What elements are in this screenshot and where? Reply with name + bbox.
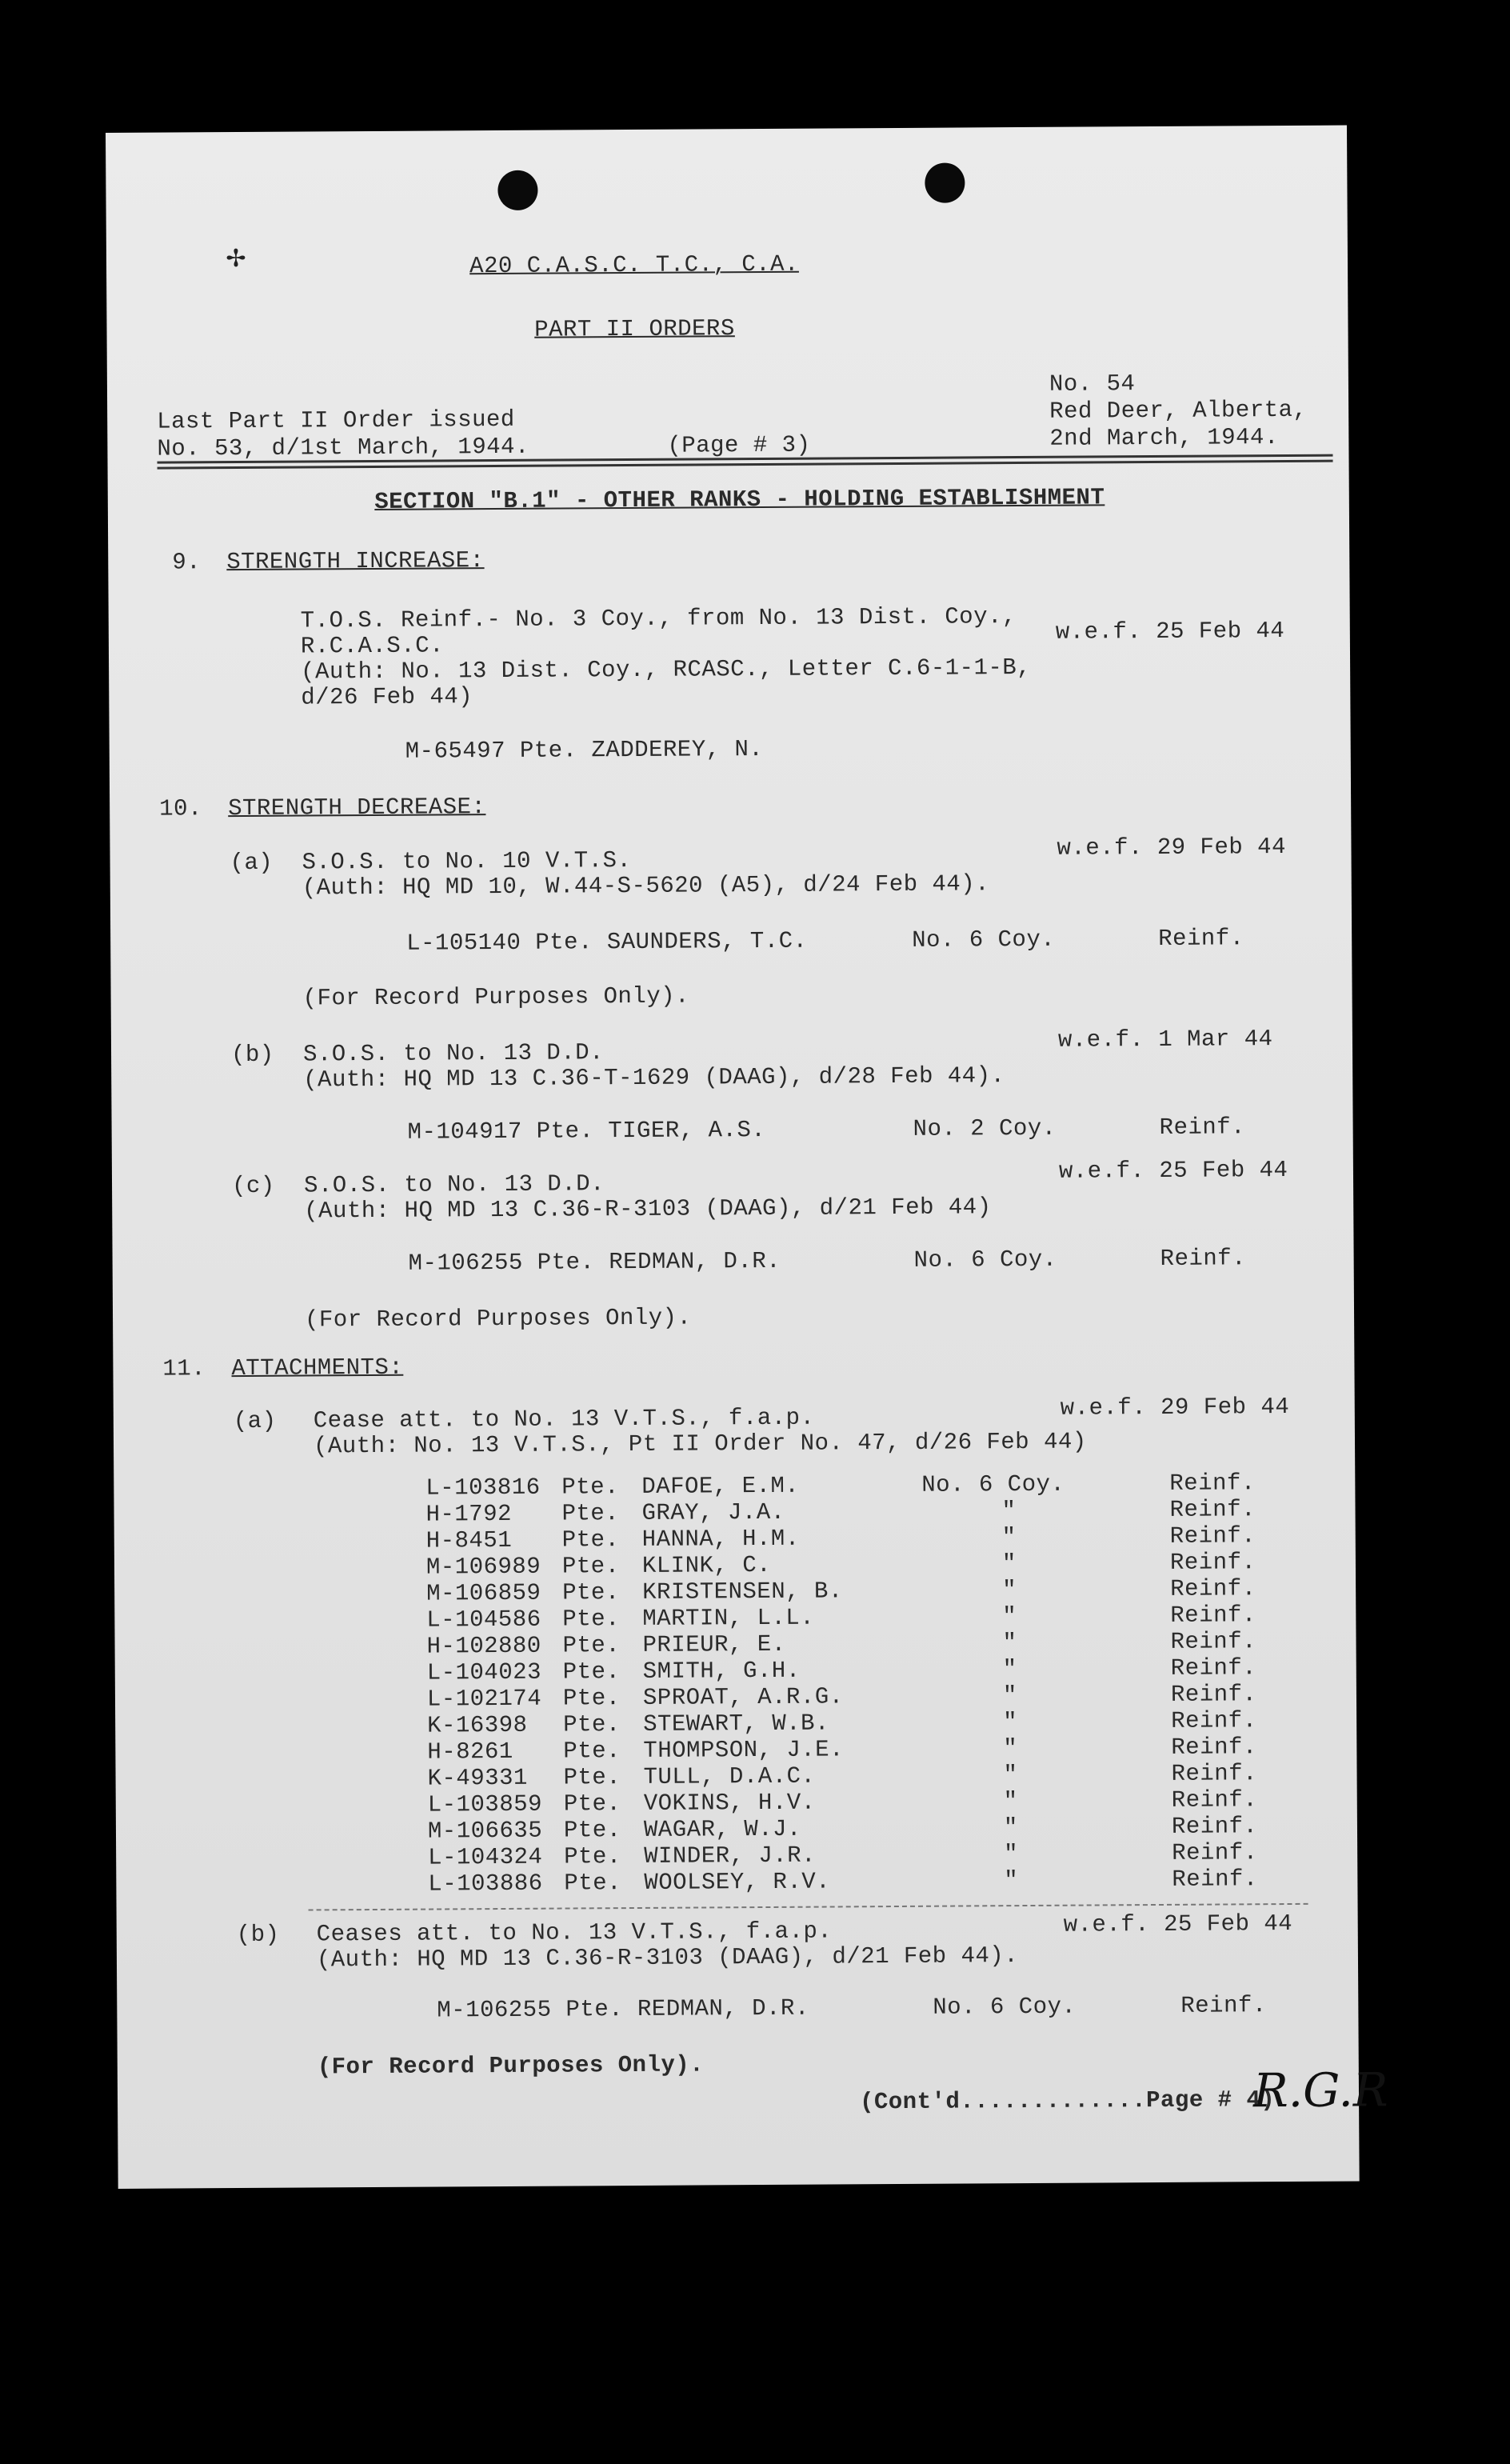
attachment-status: Reinf. [1170, 1628, 1257, 1655]
s10-c-line-1: S.O.S. to No. 13 D.D. [303, 1170, 605, 1199]
attachment-no: K-16398 [427, 1711, 528, 1739]
attachment-status: Reinf. [1170, 1681, 1257, 1708]
attachment-status: Reinf. [1170, 1575, 1256, 1602]
s11-b-note: (For Record Purposes Only). [317, 2051, 705, 2081]
attachment-status: Reinf. [1169, 1549, 1256, 1576]
attachment-rank: Pte. [564, 1843, 621, 1870]
punch-hole-left [497, 170, 537, 210]
attachment-no: M-106859 [426, 1579, 541, 1607]
s10-c-auth: (Auth: HQ MD 13 C.36-R-3103 (DAAG), d/21 Feb 44) [304, 1194, 992, 1225]
s11-b-label: (b) [236, 1921, 280, 1949]
s9-auth-1: (Auth: No. 13 Dist. Coy., RCASC., Letter C.6-1-1-B, [301, 654, 1032, 686]
attachment-no: H-8261 [427, 1738, 513, 1766]
section-11-heading: ATTACHMENTS: [231, 1354, 404, 1382]
attachment-rank: Pte. [563, 1817, 621, 1844]
attachment-list-rule [309, 1903, 1308, 1911]
attachment-rank: Pte. [562, 1632, 621, 1659]
attachment-rank: Pte. [563, 1738, 621, 1765]
s10-c-note: (For Record Purposes Only). [304, 1304, 692, 1334]
s11-b-line-1: Ceases att. to No. 13 V.T.S., f.a.p. [316, 1918, 833, 1948]
attachment-rank: Pte. [562, 1606, 621, 1633]
attachment-coy: " [1003, 1709, 1018, 1736]
attachment-name: STEWART, W.B. [643, 1710, 830, 1738]
s10-c-status: Reinf. [1160, 1245, 1247, 1272]
attachment-status: Reinf. [1169, 1496, 1256, 1523]
attachment-name: TULL, D.A.C. [643, 1762, 816, 1790]
attachment-coy: " [1002, 1630, 1017, 1657]
s11-b-wef: w.e.f. 25 Feb 44 [1063, 1910, 1293, 1938]
attachment-coy: No. 6 Coy. [921, 1470, 1065, 1498]
attachment-no: H-8451 [425, 1526, 513, 1554]
s11-a-line-1: Cease att. to No. 13 V.T.S., f.a.p. [313, 1404, 815, 1434]
s10-a-wef: w.e.f. 29 Feb 44 [1057, 834, 1287, 862]
attachment-no: L-104324 [428, 1843, 543, 1871]
s10-b-person: M-104917 Pte. TIGER, A.S. [407, 1116, 766, 1146]
attachment-name: KLINK, C. [641, 1551, 772, 1579]
continued-note: (Cont'd.............Page # 4) [859, 2086, 1276, 2116]
attachment-coy-column [921, 1471, 1067, 1894]
s9-line-2: R.C.A.S.C. [300, 632, 445, 660]
order-date: 2nd March, 1944. [1049, 424, 1279, 452]
attachment-coy: " [1002, 1656, 1017, 1683]
attachment-status-column [1169, 1470, 1258, 1893]
section-title: SECTION "B.1" - OTHER RANKS - HOLDING ESTABLISHMENT [374, 484, 1105, 515]
attachment-status: Reinf. [1169, 1470, 1256, 1497]
attachment-name: SMITH, G.H. [642, 1657, 801, 1685]
attachment-no: L-103859 [427, 1790, 543, 1818]
attachment-rank: Pte. [563, 1764, 621, 1791]
stray-pen-mark-icon: ✢ [226, 240, 246, 278]
s11-b-auth: (Auth: HQ MD 13 C.36-R-3103 (DAAG), d/21 Feb 44). [316, 1942, 1019, 1974]
attachment-rank: Pte. [562, 1579, 620, 1606]
s10-a-coy: No. 6 Coy. [912, 926, 1056, 954]
attachment-no: K-49331 [427, 1764, 528, 1792]
s11-a-wef: w.e.f. 29 Feb 44 [1060, 1393, 1290, 1422]
s10-b-label: (b) [230, 1041, 274, 1069]
attachment-coy: " [1002, 1603, 1017, 1630]
attachment-coy: " [1004, 1841, 1019, 1868]
attachment-coy: " [1002, 1577, 1017, 1604]
order-number: No. 54 [1049, 370, 1136, 398]
attachment-name: WINDER, J.R. [644, 1842, 817, 1870]
s10-b-coy: No. 2 Coy. [913, 1114, 1057, 1142]
order-place: Red Deer, Alberta, [1049, 396, 1308, 425]
unit-title: A20 C.A.S.C. T.C., C.A. [469, 250, 799, 280]
s10-b-wef: w.e.f. 1 Mar 44 [1057, 1026, 1273, 1054]
page-indicator: (Page # 3) [667, 431, 811, 459]
s9-auth-2: d/26 Feb 44) [301, 683, 473, 711]
s9-wef: w.e.f. 25 Feb 44 [1055, 618, 1285, 646]
attachment-coy: " [1004, 1867, 1019, 1894]
attachment-name: HANNA, H.M. [641, 1525, 800, 1553]
s10-a-label: (a) [230, 849, 274, 877]
attachment-rank: Pte. [562, 1658, 621, 1686]
section-9-number: 9. [172, 549, 202, 576]
attachment-coy: " [1002, 1682, 1017, 1710]
attachment-coy: " [1003, 1762, 1018, 1789]
attachment-rank: Pte. [561, 1526, 620, 1554]
s10-a-auth: (Auth: HQ MD 10, W.44-S-5620 (A5), d/24 Feb 44). [302, 870, 990, 902]
s10-c-coy: No. 6 Coy. [913, 1246, 1057, 1274]
attachment-numbers-column [425, 1474, 542, 1898]
attachment-rank: Pte. [561, 1553, 620, 1580]
attachment-rank-column [561, 1474, 621, 1896]
attachment-name: PRIEUR, E. [642, 1630, 786, 1658]
punch-hole-right [925, 162, 965, 202]
attachment-name: THOMPSON, J.E. [643, 1736, 845, 1764]
s10-c-person: M-106255 Pte. REDMAN, D.R. [408, 1247, 781, 1277]
s10-c-label: (c) [231, 1172, 275, 1200]
attachment-name: MARTIN, L.L. [642, 1604, 815, 1632]
s10-c-wef: w.e.f. 25 Feb 44 [1058, 1156, 1288, 1185]
attachment-name: VOKINS, H.V. [643, 1789, 816, 1817]
attachment-no: L-104586 [426, 1606, 541, 1634]
attachment-rank: Pte. [562, 1685, 621, 1712]
s9-person: M-65497 Pte. ZADDEREY, N. [405, 735, 764, 765]
attachment-name: GRAY, J.A. [641, 1498, 785, 1526]
attachment-coy: " [1001, 1524, 1017, 1551]
s11-a-auth: (Auth: No. 13 V.T.S., Pt II Order No. 47, d/26 Feb 44) [313, 1428, 1087, 1460]
attachment-status: Reinf. [1172, 1866, 1258, 1893]
s11-b-status: Reinf. [1180, 1992, 1267, 2019]
attachment-status: Reinf. [1171, 1707, 1257, 1734]
attachment-coy: " [1003, 1735, 1018, 1762]
attachment-no: M-106635 [427, 1817, 543, 1845]
attachment-no: L-103886 [428, 1870, 543, 1898]
initials-signature: R.G.R [1252, 2062, 1388, 2118]
s10-b-auth: (Auth: HQ MD 13 C.36-T-1629 (DAAG), d/28 Feb 44). [303, 1062, 1005, 1094]
attachment-status: Reinf. [1171, 1786, 1258, 1814]
last-order-ref: No. 53, d/1st March, 1944. [157, 433, 529, 462]
attachment-name-column [641, 1472, 845, 1896]
document-title: PART II ORDERS [534, 315, 735, 343]
attachment-name: SPROAT, A.R.G. [642, 1683, 844, 1711]
attachment-rank: Pte. [561, 1500, 620, 1527]
attachment-rank: Pte. [561, 1474, 620, 1501]
attachment-coy: " [1003, 1814, 1018, 1842]
attachment-rank: Pte. [564, 1870, 622, 1897]
s10-b-line-1: S.O.S. to No. 13 D.D. [302, 1039, 605, 1068]
attachment-name: WOOLSEY, R.V. [644, 1868, 831, 1896]
s10-a-status: Reinf. [1158, 925, 1244, 952]
s10-a-note: (For Record Purposes Only). [302, 982, 690, 1012]
section-10-heading: STRENGTH DECREASE: [228, 794, 486, 822]
attachment-coy: " [1003, 1788, 1018, 1815]
attachment-status: Reinf. [1170, 1602, 1256, 1629]
attachment-no: L-104023 [426, 1658, 542, 1686]
attachment-status: Reinf. [1171, 1813, 1258, 1840]
attachment-no: H-1792 [425, 1500, 513, 1528]
attachment-status: Reinf. [1170, 1654, 1257, 1682]
attachment-no: M-106989 [425, 1553, 541, 1581]
attachment-no: H-102880 [426, 1632, 541, 1660]
s10-b-status: Reinf. [1159, 1114, 1246, 1141]
document-page [106, 126, 1388, 2189]
section-11-number: 11. [162, 1355, 206, 1382]
attachment-rank: Pte. [563, 1790, 621, 1818]
section-9-heading: STRENGTH INCREASE: [226, 547, 485, 576]
attachment-status: Reinf. [1171, 1760, 1258, 1787]
attachment-coy: " [1001, 1498, 1017, 1525]
attachment-rank: Pte. [563, 1711, 621, 1738]
attachment-status: Reinf. [1171, 1734, 1257, 1761]
s11-b-person: M-106255 Pte. REDMAN, D.R. [437, 1994, 809, 2024]
attachment-name: DAFOE, E.M. [641, 1472, 800, 1500]
attachment-no: L-102174 [426, 1685, 542, 1713]
attachment-name: KRISTENSEN, B. [642, 1578, 843, 1606]
s11-a-label: (a) [233, 1407, 277, 1435]
s9-line-1: T.O.S. Reinf.- No. 3 Coy., from No. 13 Dist. Coy., [300, 603, 1017, 634]
attachment-status: Reinf. [1169, 1522, 1256, 1550]
section-10-number: 10. [159, 795, 202, 822]
s10-a-line-1: S.O.S. to No. 10 V.T.S. [302, 847, 632, 876]
s10-a-person: L-105140 Pte. SAUNDERS, T.C. [406, 927, 808, 957]
last-order-label: Last Part II Order issued [157, 406, 515, 435]
s11-b-coy: No. 6 Coy. [933, 1993, 1077, 2021]
attachment-no: L-103816 [425, 1474, 541, 1502]
attachment-coy: " [1001, 1550, 1017, 1578]
attachment-status: Reinf. [1172, 1839, 1258, 1866]
attachment-name: WAGAR, W.J. [643, 1815, 802, 1843]
